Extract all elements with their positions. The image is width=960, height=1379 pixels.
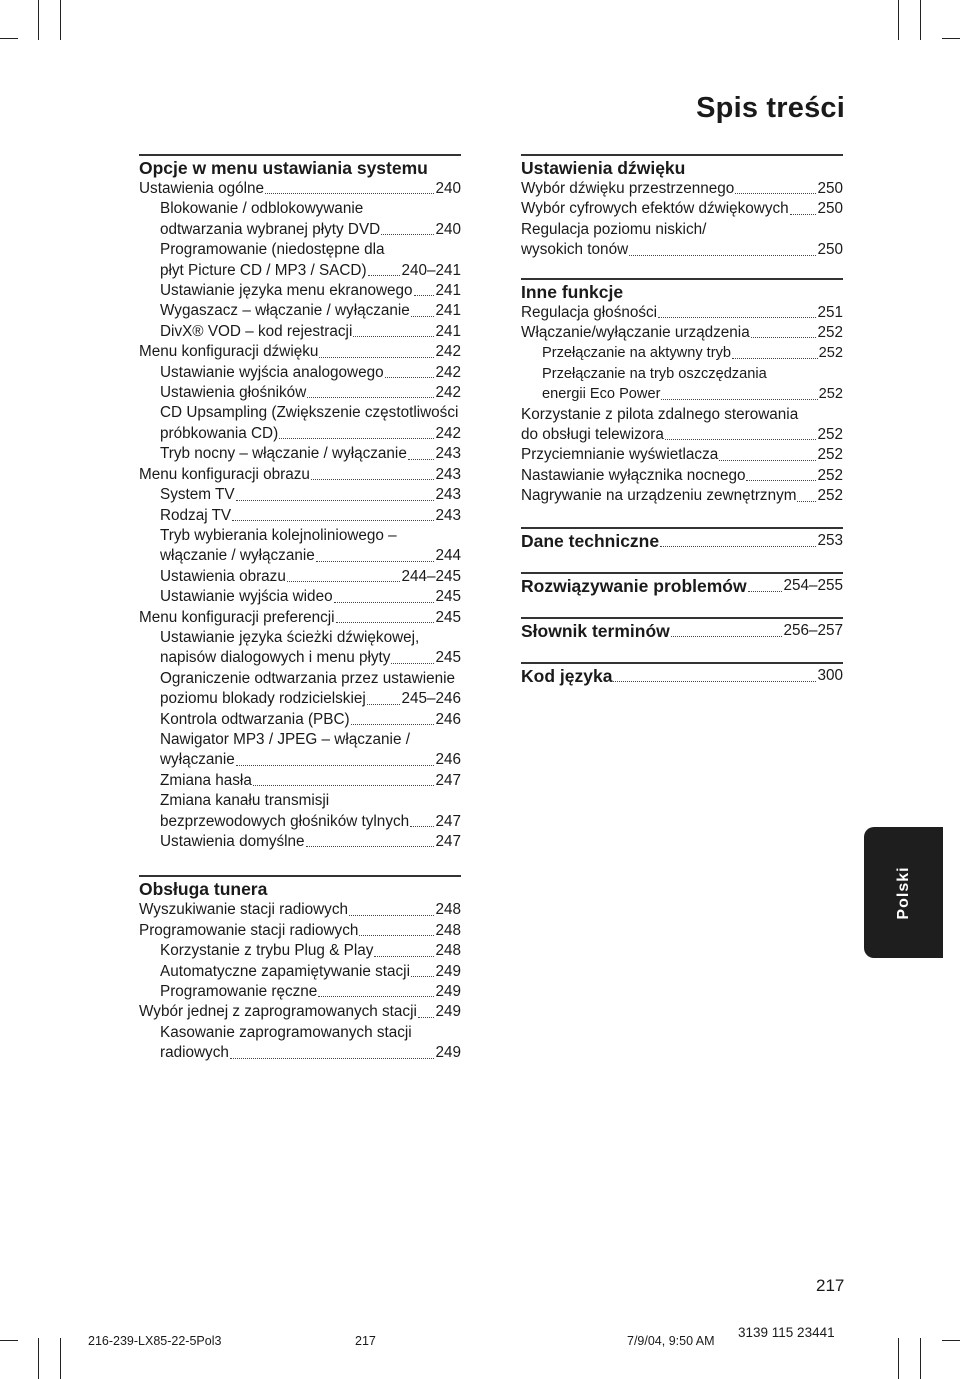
page-number: 217	[816, 1276, 845, 1295]
dot-leader	[236, 765, 435, 766]
toc-section	[521, 662, 843, 687]
toc-entry-text: poziomu blokady rodzicielskiej	[160, 690, 366, 708]
footer-page: 217	[355, 1334, 376, 1348]
dot-leader	[279, 438, 434, 439]
toc-entry-text: Przełączanie na tryb oszczędzania	[542, 365, 767, 382]
toc-entry-page: 252	[817, 487, 843, 505]
toc-section	[521, 617, 843, 642]
toc-section	[521, 527, 843, 552]
toc-entry-text: Nastawianie wyłącznika nocnego	[521, 466, 746, 484]
toc-entry-page: 249	[435, 983, 461, 1001]
toc-entry-page: 243	[435, 465, 461, 483]
toc-entry-page: 241	[435, 302, 461, 320]
dot-leader	[629, 255, 816, 256]
toc-entry	[139, 608, 461, 628]
toc-entry-text: odtwarzania wybranej płyty DVD	[160, 220, 381, 238]
dot-leader	[418, 1017, 435, 1018]
toc-section	[521, 154, 843, 261]
dot-leader	[414, 295, 435, 296]
toc-entry-page: 248	[435, 901, 461, 919]
toc-entry-page: 242	[435, 363, 461, 381]
toc-entry-text: Korzystanie z trybu Plug & Play	[160, 942, 374, 960]
toc-entry-text: Nawigator MP3 / JPEG – włączanie /	[160, 730, 410, 748]
footer-date: 7/9/04, 9:50 AM	[627, 1334, 715, 1348]
toc-entry	[139, 465, 461, 485]
toc-entry-text: Tryb nocny – włączanie / wyłączanie	[160, 445, 407, 463]
toc-entry	[139, 587, 461, 607]
toc-entry	[139, 832, 461, 852]
page-title: Spis treści	[696, 92, 845, 124]
toc-entry-text: Wybór jednej z zaprogramowanych stacji	[139, 1003, 417, 1021]
toc-entry-text: bezprzewodowych głośników tylnych	[160, 812, 410, 830]
toc-entry-text: wysokich tonów	[521, 241, 629, 259]
toc-entry	[139, 506, 461, 526]
toc-entry-page: 252	[818, 345, 843, 362]
toc-entry-page: 242	[435, 424, 461, 442]
toc-entry-text: Programowanie stacji radiowych	[139, 921, 359, 939]
toc-entry-text: Ograniczenie odtwarzania przez ustawienie	[160, 669, 456, 687]
toc-heading-entry	[521, 665, 843, 687]
dot-leader	[307, 397, 434, 398]
toc-entry	[139, 179, 461, 199]
toc-entry	[139, 363, 461, 383]
toc-entry	[139, 444, 461, 464]
section-title: Ustawienia dźwięku	[521, 158, 686, 178]
toc-entry-page: 246	[435, 710, 461, 728]
toc-entry-text: napisów dialogowych i menu płyty	[160, 649, 391, 667]
toc-entry	[139, 546, 461, 566]
toc-entry-page: 252	[817, 466, 843, 484]
toc-entry-page: 242	[435, 343, 461, 361]
crop-mark	[0, 38, 18, 39]
dot-leader	[359, 935, 434, 936]
toc-entry-text: Wygaszacz – włączanie / wyłączanie	[160, 302, 410, 320]
dot-leader	[613, 681, 816, 682]
toc-entry-text: Nagrywanie na urządzeniu zewnętrznym	[521, 487, 797, 505]
dot-leader	[368, 275, 401, 276]
toc-entry-text: Automatyczne zapamiętywanie stacji	[160, 962, 410, 980]
dot-leader	[797, 501, 816, 502]
document-number: 3139 115 23441	[738, 1325, 835, 1340]
toc-entry	[139, 771, 461, 791]
dot-leader	[746, 480, 816, 481]
crop-mark	[60, 1338, 61, 1379]
toc-entry	[139, 220, 461, 240]
dot-leader	[391, 663, 434, 664]
dot-leader	[318, 996, 434, 997]
toc-entry-text: Ustawianie języka menu ekranowego	[160, 282, 413, 300]
toc-entry-text: Przełączanie na aktywny tryb	[542, 345, 731, 362]
toc-heading-entry	[521, 620, 843, 642]
crop-mark	[0, 1340, 18, 1341]
toc-entry-text: Ustawienia głośników	[160, 384, 307, 402]
toc-entry-text: Menu konfiguracji dźwięku	[139, 343, 319, 361]
crop-mark	[898, 0, 899, 40]
toc-entry	[521, 425, 843, 445]
dot-leader	[719, 460, 816, 461]
toc-entry-page: 243	[435, 486, 461, 504]
toc-entry-text: Menu konfiguracji preferencji	[139, 608, 335, 626]
toc-entry-text: próbkowania CD)	[160, 424, 279, 442]
toc-entry	[139, 812, 461, 832]
toc-entry	[139, 710, 461, 730]
crop-mark	[60, 0, 61, 40]
left-column	[139, 154, 461, 1064]
toc-entry-text: Blokowanie / odblokowywanie	[160, 200, 364, 218]
right-column	[521, 154, 843, 687]
toc-entry-page: 245–246	[401, 690, 461, 708]
toc-entry-page: 249	[435, 1003, 461, 1021]
toc-entry-page: 253	[817, 532, 843, 550]
toc-entry-text: Kasowanie zaprogramowanych stacji	[160, 1023, 412, 1041]
toc-entry-page: 252	[817, 446, 843, 464]
toc-entry	[139, 281, 461, 301]
toc-entry-text: Wybór cyfrowych efektów dźwiękowych	[521, 200, 789, 218]
toc-entry	[139, 962, 461, 982]
toc-entry	[521, 303, 843, 323]
toc-entry-page: 300	[817, 667, 843, 685]
toc-entry-page: 250	[817, 241, 843, 259]
dot-leader	[311, 479, 435, 480]
toc-entry-text: Rodzaj TV	[160, 506, 232, 524]
toc-entry-text: Ustawienia ogólne	[139, 180, 265, 197]
toc-entry-page: 252	[818, 386, 843, 403]
toc-entry	[139, 383, 461, 403]
dot-leader	[661, 399, 817, 400]
toc-entry-page: 249	[435, 1044, 461, 1062]
toc-entry	[521, 240, 843, 260]
toc-entry-page: 254–255	[783, 577, 843, 595]
dot-leader	[790, 214, 817, 215]
crop-mark	[920, 0, 921, 40]
toc-entry	[521, 486, 843, 506]
toc-entry-text: energii Eco Power	[542, 386, 661, 403]
toc-entry-text: Regulacja głośności	[521, 303, 658, 321]
toc-entry-text: Korzystanie z pilota zdalnego sterowania	[521, 405, 799, 423]
toc-entry-page: 245	[435, 649, 461, 667]
toc-section	[521, 572, 843, 597]
toc-entry	[139, 982, 461, 1002]
crop-mark	[38, 1338, 39, 1379]
toc-entry-text: Programowanie (niedostępne dla	[160, 241, 385, 259]
toc-entry-text: Przyciemnianie wyświetlacza	[521, 446, 719, 464]
section-title: Dane techniczne	[521, 530, 660, 551]
toc-entry-text: Wybór dźwięku przestrzennego	[521, 180, 735, 197]
dot-leader	[411, 976, 435, 977]
crop-mark	[920, 1338, 921, 1379]
toc-entry-text: Kontrola odtwarzania (PBC)	[160, 710, 350, 728]
toc-entry-text: DivX® VOD – kod rejestracji	[160, 322, 353, 340]
language-tab-label: Polski	[894, 865, 912, 920]
dot-leader	[748, 591, 783, 592]
toc-entry-page: 248	[435, 942, 461, 960]
toc-entry-text: włączanie / wyłączanie	[160, 547, 315, 565]
toc-entry	[521, 466, 843, 486]
dot-leader	[336, 622, 435, 623]
section-title: Obsługa tunera	[139, 879, 268, 900]
toc-entry-page: 251	[817, 303, 843, 321]
dot-leader	[306, 846, 435, 847]
toc-entry-page: 244–245	[401, 567, 461, 585]
section-title: Opcje w menu ustawiania systemu	[139, 158, 428, 178]
toc-entry-page: 246	[435, 751, 461, 769]
dot-leader	[316, 561, 435, 562]
toc-entry-text: Tryb wybierania kolejnoliniowego –	[160, 526, 397, 544]
section-title: Rozwiązywanie problemów	[521, 575, 747, 596]
toc-entry	[521, 343, 843, 363]
dot-leader	[319, 357, 434, 358]
toc-entry-text: Regulacja poziomu niskich/	[521, 220, 707, 238]
toc-entry	[139, 648, 461, 668]
toc-entry	[139, 921, 461, 941]
dot-leader	[334, 602, 435, 603]
toc-section	[139, 154, 461, 852]
dot-leader	[660, 546, 816, 547]
dot-leader	[287, 581, 401, 582]
toc-entry-page: 247	[435, 833, 461, 850]
toc-entry-page: 243	[435, 506, 461, 524]
dot-leader	[236, 500, 435, 501]
toc-entry-text: Zmiana hasła	[160, 771, 252, 789]
dot-leader	[230, 1058, 435, 1059]
dot-leader	[408, 459, 435, 460]
toc-entry-page: 247	[435, 771, 461, 789]
dot-leader	[732, 358, 818, 359]
toc-entry-text: wyłączanie	[160, 751, 235, 769]
toc-entry-text: Ustawianie wyjścia analogowego	[160, 363, 384, 381]
dot-leader	[385, 377, 435, 378]
toc-entry	[139, 301, 461, 321]
toc-entry	[139, 750, 461, 770]
toc-entry-text: Programowanie ręczne	[160, 983, 318, 1001]
crop-mark	[942, 38, 960, 39]
toc-heading-entry	[521, 530, 843, 552]
toc-entry-page: 256–257	[783, 622, 843, 640]
dot-leader	[265, 193, 434, 194]
toc-entry	[139, 485, 461, 505]
toc-entry-text: Ustawianie wyjścia wideo	[160, 588, 333, 606]
toc-section	[139, 875, 461, 1063]
toc-entry-page: 244	[435, 547, 461, 565]
toc-entry	[521, 199, 843, 219]
toc-entry-page: 241	[435, 322, 461, 340]
dot-leader	[351, 724, 435, 725]
footer-file: 216-239-LX85-22-5Pol3	[88, 1334, 222, 1348]
toc-heading-entry	[521, 575, 843, 597]
toc-entry-text: radiowych	[160, 1044, 229, 1062]
dot-leader	[367, 704, 401, 705]
toc-entry-page: 250	[817, 180, 843, 197]
dot-leader	[658, 317, 816, 318]
toc-entry-page: 252	[817, 426, 843, 444]
dot-leader	[735, 193, 816, 194]
toc-entry	[139, 322, 461, 342]
dot-leader	[410, 826, 434, 827]
section-title: Inne funkcje	[521, 281, 624, 302]
dot-leader	[353, 336, 434, 337]
toc-entry-text: Włączanie/wyłączanie urządzenia	[521, 324, 750, 342]
dot-leader	[751, 337, 817, 338]
toc-entry-page: 240–241	[401, 261, 461, 279]
toc-entry-text: Ustawienia obrazu	[160, 567, 286, 585]
toc-entry-page: 241	[435, 282, 461, 300]
dot-leader	[381, 234, 434, 235]
toc-entry	[139, 261, 461, 281]
toc-entry-page: 242	[435, 384, 461, 402]
crop-mark	[942, 1340, 960, 1341]
section-title: Kod języka	[521, 665, 613, 686]
toc-entry-text: Menu konfiguracji obrazu	[139, 465, 310, 483]
dot-leader	[665, 439, 817, 440]
toc-entry-page: 243	[435, 445, 461, 463]
dot-leader	[374, 956, 434, 957]
toc-entry-page: 245	[435, 608, 461, 626]
toc-section	[521, 278, 843, 507]
toc-entry	[139, 342, 461, 362]
toc-entry-text: płyt Picture CD / MP3 / SACD)	[160, 261, 367, 279]
toc-entry-page: 240	[435, 180, 461, 197]
toc-entry	[139, 1043, 461, 1063]
toc-entry	[521, 384, 843, 404]
toc-entry-text: Ustawianie języka ścieżki dźwiękowej,	[160, 628, 420, 646]
toc-entry	[521, 445, 843, 465]
toc-entry-page: 247	[435, 812, 461, 830]
section-title: Słownik terminów	[521, 620, 670, 641]
dot-leader	[349, 915, 434, 916]
toc-entry-page: 250	[817, 200, 843, 218]
crop-mark	[38, 0, 39, 40]
toc-entry	[521, 179, 843, 199]
toc-entry-page: 248	[435, 921, 461, 939]
toc-entry	[139, 900, 461, 920]
toc-entry-text: Zmiana kanału transmisji	[160, 792, 330, 810]
dot-leader	[411, 316, 435, 317]
toc-entry	[139, 424, 461, 444]
toc-entry	[139, 689, 461, 709]
toc-entry-page: 245	[435, 588, 461, 606]
toc-entry-text: Wyszukiwanie stacji radiowych	[139, 901, 348, 919]
dot-leader	[671, 636, 783, 637]
toc-entry-text: do obsługi telewizora	[521, 426, 664, 444]
toc-entry-page: 252	[817, 324, 843, 342]
toc-entry-text: Ustawienia domyślne	[160, 833, 305, 850]
toc-entry	[139, 941, 461, 961]
dot-leader	[232, 520, 434, 521]
toc-entry	[521, 323, 843, 343]
toc-entry-page: 240	[435, 220, 461, 238]
toc-entry-text: System TV	[160, 486, 235, 504]
language-tab	[864, 827, 943, 958]
toc-entry-page: 249	[435, 962, 461, 980]
dot-leader	[253, 785, 435, 786]
toc-entry	[139, 1002, 461, 1022]
toc-entry	[139, 567, 461, 587]
crop-mark	[898, 1338, 899, 1379]
toc-entry-text: CD Upsampling (Zwiększenie częstotliwości	[160, 404, 459, 422]
